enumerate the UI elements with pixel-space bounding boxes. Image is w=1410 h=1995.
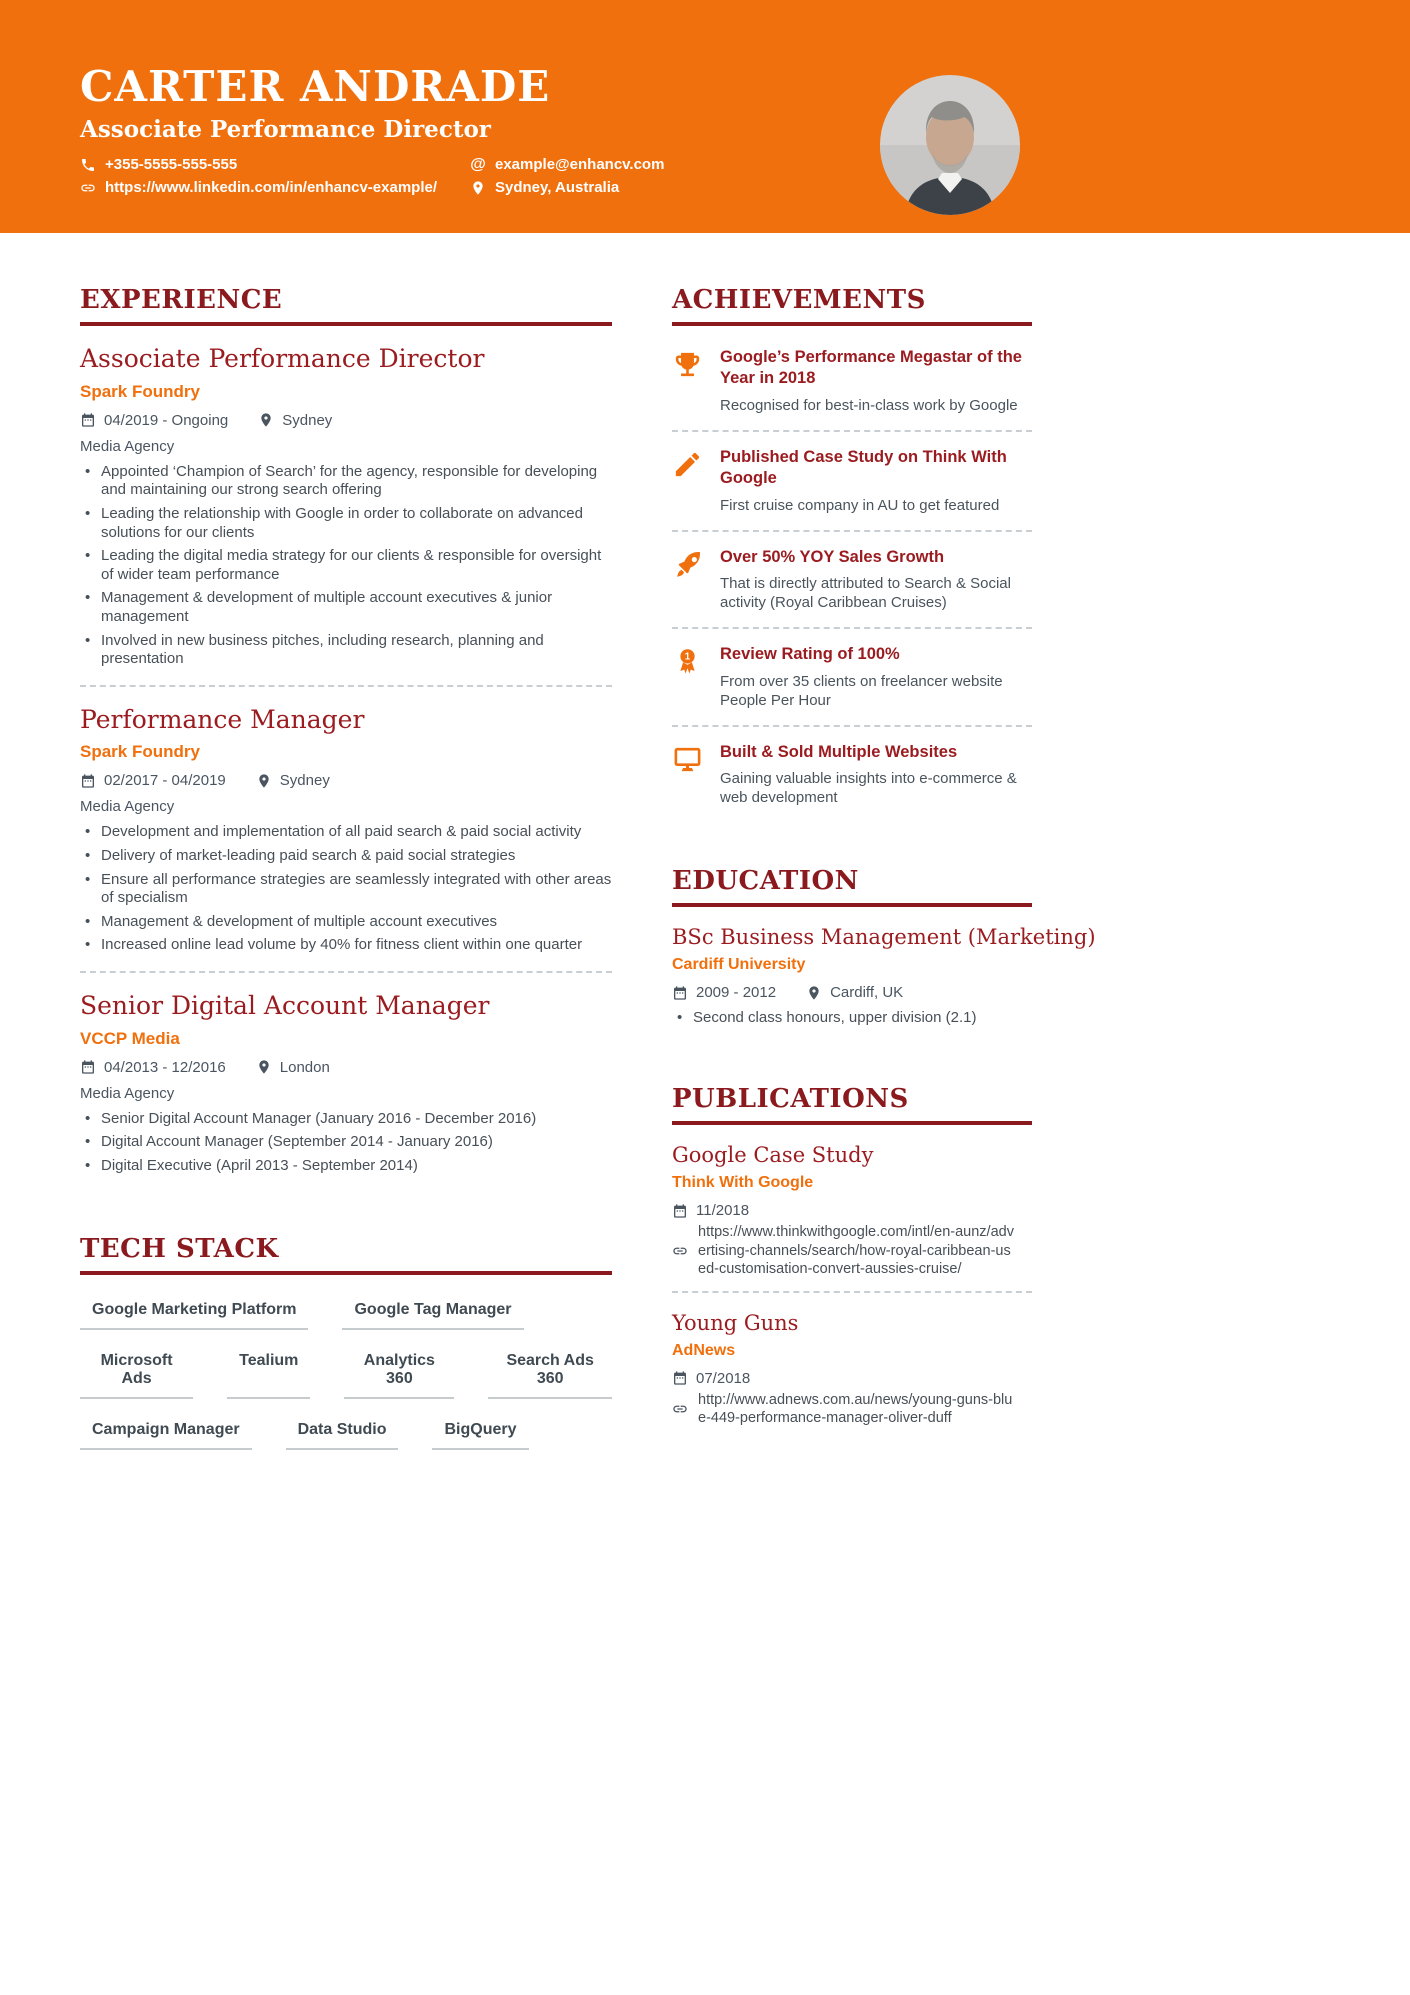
job-entry	[80, 973, 612, 1192]
bullet-item: • Second class honours, upper division (2.1)	[672, 1009, 1032, 1028]
linkedin-url[interactable]: https://www.linkedin.com/in/enhancv-example/	[105, 179, 438, 197]
job-location	[256, 1059, 330, 1076]
publication-meta	[672, 1370, 1032, 1387]
location-text: Sydney	[279, 772, 330, 790]
date-range	[80, 772, 226, 789]
contact-info	[80, 156, 1410, 196]
calendar-icon	[672, 1370, 688, 1386]
person-name: CARTER ANDRADE	[80, 62, 551, 111]
job-location	[258, 412, 332, 429]
location-text: Sydney, Australia	[495, 179, 620, 197]
job-meta	[80, 412, 612, 429]
publications-heading: PUBLICATIONS	[672, 1084, 1032, 1125]
header	[0, 0, 1410, 233]
tech-stack-row	[80, 1352, 612, 1399]
publication-entry	[672, 1293, 1032, 1440]
company-name: Spark Foundry	[80, 381, 200, 401]
bullet-item: • Delivery of market-leading paid search & paid social strategies	[80, 847, 612, 866]
bullet-item: • Management & development of multiple account executives & junior management	[80, 589, 612, 626]
at-icon: @	[470, 155, 486, 173]
job-location	[256, 772, 330, 789]
achievement-body	[720, 742, 1032, 808]
date-text: 07/2018	[696, 1369, 751, 1387]
publication-meta	[672, 1202, 1032, 1219]
company-description: Media Agency	[80, 798, 175, 816]
bullet-item: • Management & development of multiple account executives	[80, 913, 612, 932]
achievement-item	[672, 530, 1032, 628]
achievement-description: From over 35 clients on freelancer website People Per Hour	[720, 672, 1003, 709]
education-bullets	[672, 1009, 1032, 1028]
school-name: Cardiff University	[672, 956, 806, 974]
person-job-title: Associate Performance Director	[80, 116, 491, 144]
bullet-item: • Senior Digital Account Manager (January 2016 - December 2016)	[80, 1110, 612, 1129]
tech-stack-item: Google Marketing Platform	[80, 1301, 308, 1330]
publication-title: Google Case Study	[672, 1143, 874, 1168]
bullet-item: • Digital Executive (April 2013 - September 2014)	[80, 1157, 612, 1176]
achievement-description: First cruise company in AU to get featured	[720, 496, 1000, 514]
rocket-icon	[672, 547, 703, 613]
profile-photo	[880, 75, 1020, 215]
job-title: Associate Performance Director	[80, 344, 485, 373]
calendar-icon	[672, 1203, 688, 1219]
bullet-item: • Leading the relationship with Google in order to collaborate on advanced solutions for our clients	[80, 505, 612, 542]
education-entry	[672, 907, 1096, 1040]
achievement-title: Published Case Study on Think With Google	[720, 447, 1007, 488]
achievement-description: Recognised for best-in-class work by Google	[720, 396, 1018, 414]
left-column	[80, 285, 612, 1472]
publication-title: Young Guns	[672, 1310, 799, 1335]
main-content	[0, 233, 1410, 1472]
bullet-item: • Digital Account Manager (September 2014 - January 2016)	[80, 1133, 612, 1152]
publisher-name: Think With Google	[672, 1174, 814, 1192]
achievement-description: That is directly attributed to Search & Social activity (Royal Caribbean Cruises)	[720, 575, 1011, 612]
date-text: 11/2018	[696, 1202, 750, 1220]
publication-entry	[672, 1125, 1032, 1291]
bullet-item: • Development and implementation of all paid search & paid social activity	[80, 823, 612, 842]
tech-stack-heading: TECH STACK	[80, 1234, 612, 1275]
tech-stack-item: BigQuery	[432, 1421, 528, 1450]
linkedin-row[interactable]	[80, 179, 470, 196]
location-pin-icon	[470, 180, 486, 196]
publication-url[interactable]: http://www.adnews.com.au/news/young-guns-blue-449-performance-manager-oliver-duff	[698, 1391, 1013, 1427]
education-heading: EDUCATION	[672, 866, 1032, 907]
job-bullets	[80, 1110, 612, 1176]
calendar-icon	[80, 773, 96, 789]
tech-stack-item: Data Studio	[286, 1421, 399, 1450]
date-range	[672, 1202, 749, 1219]
job-meta	[80, 1059, 612, 1076]
location-text: Sydney	[282, 411, 333, 429]
date-text: 04/2013 - 12/2016	[104, 1058, 226, 1076]
medal-icon	[672, 644, 703, 710]
publication-link[interactable]	[672, 1223, 1032, 1279]
link-icon	[80, 180, 96, 196]
tech-stack-item: Campaign Manager	[80, 1421, 252, 1450]
job-entry	[80, 687, 612, 971]
bullet-item: • Leading the digital media strategy for our clients & responsible for oversight of wider team performance	[80, 547, 612, 584]
experience-section	[80, 285, 612, 1192]
degree-title: BSc Business Management (Marketing)	[672, 925, 1096, 950]
location-pin-icon	[256, 1059, 272, 1075]
email-address[interactable]: example@enhancv.com	[495, 156, 665, 174]
achievements-section	[672, 285, 1032, 822]
achievement-body	[720, 547, 1032, 613]
company-name: VCCP Media	[80, 1028, 180, 1048]
education-meta	[672, 984, 1032, 1001]
svg-text:1: 1	[684, 652, 691, 664]
phone-number: +355-5555-555-555	[105, 156, 238, 174]
achievements-heading: ACHIEVEMENTS	[672, 285, 1032, 326]
tech-stack-item: Google Tag Manager	[342, 1301, 523, 1330]
location-pin-icon	[806, 985, 822, 1001]
achievement-body	[720, 347, 1032, 415]
tech-stack-section	[80, 1234, 612, 1450]
date-text: 04/2019 - Ongoing	[104, 411, 229, 429]
date-text: 02/2017 - 04/2019	[104, 772, 226, 790]
location-text: London	[279, 1058, 330, 1076]
date-range	[80, 1059, 226, 1076]
publications-section	[672, 1084, 1032, 1440]
publication-url[interactable]: https://www.thinkwithgoogle.com/intl/en-aunz/advertising-channels/search/how-royal-caribbean-used-customisation-convert-aussies-cruise/	[698, 1224, 1014, 1278]
tech-stack-item: Tealium	[227, 1352, 310, 1399]
job-title: Senior Digital Account Manager	[80, 991, 490, 1020]
calendar-icon	[80, 1059, 96, 1075]
job-meta	[80, 772, 612, 789]
achievement-item	[672, 326, 1032, 430]
bullet-item: • Increased online lead volume by 40% for fitness client within one quarter	[80, 936, 612, 955]
achievement-item	[672, 627, 1032, 725]
publication-link[interactable]	[672, 1391, 1032, 1428]
tech-stack-item: Microsoft Ads	[80, 1352, 193, 1399]
job-title: Performance Manager	[80, 704, 365, 734]
experience-heading: EXPERIENCE	[80, 285, 612, 326]
job-bullets	[80, 463, 612, 669]
calendar-icon	[672, 985, 688, 1001]
achievement-title: Over 50% YOY Sales Growth	[720, 547, 945, 566]
company-name: Spark Foundry	[80, 742, 200, 762]
tech-stack-row	[80, 1301, 612, 1330]
location-pin-icon	[256, 773, 272, 789]
job-entry	[80, 326, 612, 685]
date-text: 2009 - 2012	[696, 984, 777, 1002]
achievement-body	[720, 644, 1032, 710]
achievement-description: Gaining valuable insights into e-commerce & web development	[720, 770, 1017, 807]
date-range	[672, 984, 776, 1001]
achievement-title: Review Rating of 100%	[720, 645, 900, 664]
phone-row	[80, 156, 470, 173]
location-pin-icon	[258, 412, 274, 428]
achievement-body	[720, 447, 1032, 515]
tech-stack-item: Analytics 360	[344, 1352, 454, 1399]
job-bullets	[80, 823, 612, 955]
bullet-item: • Appointed ‘Champion of Search’ for the agency, responsible for developing and maintaining our strong search offering	[80, 463, 612, 500]
company-description: Media Agency	[80, 1084, 175, 1102]
tech-stack-list	[80, 1301, 612, 1450]
date-range	[80, 412, 228, 429]
right-column	[672, 285, 1096, 1472]
tech-stack-item: Search Ads 360	[488, 1352, 612, 1399]
location-text: Cardiff, UK	[830, 984, 904, 1002]
calendar-icon	[80, 412, 96, 428]
achievement-item	[672, 725, 1032, 823]
achievement-title: Google’s Performance Megastar of the Year in 2018	[720, 348, 1022, 388]
pencil-icon	[672, 447, 703, 515]
achievement-title: Built & Sold Multiple Websites	[720, 742, 958, 761]
link-icon	[672, 1401, 688, 1417]
link-icon	[672, 1243, 688, 1259]
publisher-name: AdNews	[672, 1341, 736, 1359]
company-description: Media Agency	[80, 437, 175, 455]
bullet-item: • Ensure all performance strategies are seamlessly integrated with other areas of specialism	[80, 871, 612, 908]
education-location	[806, 984, 903, 1001]
bullet-item: • Involved in new business pitches, including research, planning and presentation	[80, 632, 612, 669]
phone-icon	[80, 157, 96, 173]
portrait-image	[880, 75, 1020, 215]
date-range	[672, 1370, 750, 1387]
monitor-icon	[672, 742, 703, 808]
trophy-icon	[672, 347, 703, 415]
achievement-item	[672, 430, 1032, 530]
tech-stack-row	[80, 1421, 612, 1450]
education-section	[672, 866, 1096, 1040]
